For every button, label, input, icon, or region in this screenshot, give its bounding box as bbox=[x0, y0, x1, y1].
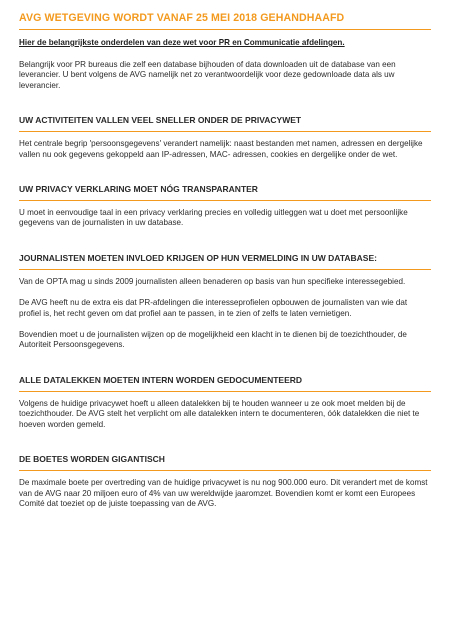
section-paragraph: Het centrale begrip 'persoonsgegevens' verandert namelijk: naast bestanden met namen, adressen en dergelijke vallen nu ook gegevens gekoppeld aan IP-adressen, MAC- adressen, cookies en dergelijke onder de wet. bbox=[19, 139, 423, 159]
section-fines bbox=[19, 454, 431, 509]
section-paragraph: De maximale boete per overtreding van de huidige privacywet is nu nog 900.000 euro. Dit verandert met de komst van de AVG naar 20 miljoen euro of 4% van uw wereldwijde jaaromzet. Bovendien komt er komt een Europees Comité dat toeziet op de juiste toepassing van de AVG. bbox=[19, 478, 428, 508]
section-journalist-influence bbox=[19, 253, 431, 351]
section-heading: ALLE DATALEKKEN MOETEN INTERN WORDEN GEDOCUMENTEERD bbox=[19, 375, 431, 392]
section-heading: JOURNALISTEN MOETEN INVLOED KRIJGEN OP HUN VERMELDING IN UW DATABASE: bbox=[19, 253, 431, 270]
section-paragraph: Bovendien moet u de journalisten wijzen op de mogelijkheid een klacht in te dienen bij de toezichthouder, de Autoriteit Persoonsgegevens. bbox=[19, 330, 407, 350]
section-paragraph: De AVG heeft nu de extra eis dat PR-afdelingen die interesseprofielen opbouwen de journalisten van wie dat profiel is, het recht geven om dat profiel aan te passen, in te zien of zelfs te laten vernietigen. bbox=[19, 298, 408, 318]
section-activities bbox=[19, 115, 431, 160]
section-heading: UW PRIVACY VERKLARING MOET NÓG TRANSPARANTER bbox=[19, 184, 431, 201]
section-paragraph: Volgens de huidige privacywet hoeft u alleen datalekken bij te houden wanneer u ze ook moet melden bij de toezichthouder. De AVG stelt het verplicht om alle datalekken intern te documenteren, óók datalekken die niet te hoeven worden gemeld. bbox=[19, 398, 420, 429]
section-privacy-statement bbox=[19, 184, 431, 229]
section-paragraph: Van de OPTA mag u sinds 2009 journalisten alleen benaderen op basis van hun specifieke interessegebied. bbox=[19, 276, 406, 286]
section-heading: DE BOETES WORDEN GIGANTISCH bbox=[19, 454, 431, 471]
intro-paragraph: Belangrijk voor PR bureaus die zelf een database bijhouden of data downloaden uit de database van een leverancier. U bent volgens de AVG namelijk net zo verantwoordelijk voor deze gedownloade data als uw leverancier. bbox=[19, 60, 396, 90]
section-paragraph: U moet in eenvoudige taal in een privacy verklaring precies en volledig uitleggen wat u doet met persoonlijke gegevens van de journalisten in uw database. bbox=[19, 208, 408, 228]
section-heading: UW ACTIVITEITEN VALLEN VEEL SNELLER ONDER DE PRIVACYWET bbox=[19, 115, 431, 132]
document-title: AVG WETGEVING WORDT VANAF 25 MEI 2018 GEHANDHAAFD bbox=[19, 12, 431, 30]
document-subtitle: Hier de belangrijkste onderdelen van deze wet voor PR en Communicatie afdelingen. bbox=[19, 38, 345, 47]
section-data-leaks bbox=[19, 375, 431, 430]
